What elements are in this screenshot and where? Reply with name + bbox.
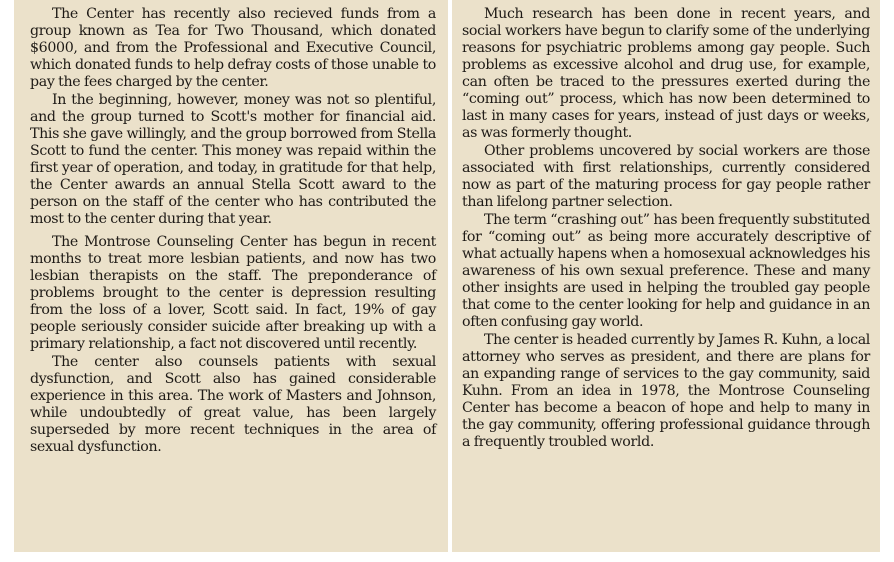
paragraph-center-leadership: The center is headed currently by James R. Kuhn, a local attorney who serves as president, and there are plans for an expanding range of services to the gay community, said Kuhn. From an idea in 1978, the Montrose Counseling Center has become a beacon of hope and help to many in the gay community, offering professional guidance through a frequently troubled world. [462,332,870,450]
paragraph-research: Much research has been done in recent years, and social workers have begun to clarify some of the underlying reasons for psychiatric problems among gay people. Such problems as excessive alcohol and drug use, for example, can often be traced to the pressures exerted during the “coming out” process, which has now been determined to last in many cases for years, instead of just days or weeks, as was formerly thought. [462,6,870,141]
article-column-left [14,0,448,552]
paragraph-first-relationships: Other problems uncovered by social workers are those associated with first relationships, currently considered now as part of the maturing process for gay people rather than lifelong partner selection. [462,143,870,210]
paragraph-lesbian-patients: The Montrose Counseling Center has begun in recent months to treat more lesbian patients, and now has two lesbian therapists on the staff. The preponderance of problems brought to the center is depression resulting from the loss of a lover, Scott said. In fact, 19% of gay people seriously consider suicide after breaking up with a primary relationship, a fact not discovered until recently. [30,234,436,352]
article-column-right [452,0,880,552]
paragraph-crashing-out: The term “crashing out” has been frequently substituted for “coming out” as being more accurately descriptive of what actually hapens when a homosexual acknowledges his awareness of his own sexual preference. These and many other insights are used in helping the troubled gay people that come to the center looking for help and guidance in an often confusing gay world. [462,212,870,330]
paragraph-stella-scott: In the beginning, however, money was not so plentiful, and the group turned to Scott's mother for financial aid. This she gave willingly, and the group borrowed from Stella Scott to fund the center. This money was repaid within the first year of operation, and today, in gratitude for that help, the Center awards an annual Stella Scott award to the person on the staff of the center who has contributed the most to the center during that year. [30,92,436,227]
paragraph-funding: The Center has recently also recieved funds from a group known as Tea for Two Thousand, which donated $6000, and from the Professional and Executive Council, which donated funds to help defray costs of those unable to pay the fees charged by the center. [30,6,436,90]
paragraph-sexual-dysfunction: The center also counsels patients with sexual dysfunction, and Scott also has gained considerable experience in this area. The work of Masters and Johnson, while undoubtedly of great value, has been largely superseded by more recent techniques in the area of sexual dysfunction. [30,354,436,455]
